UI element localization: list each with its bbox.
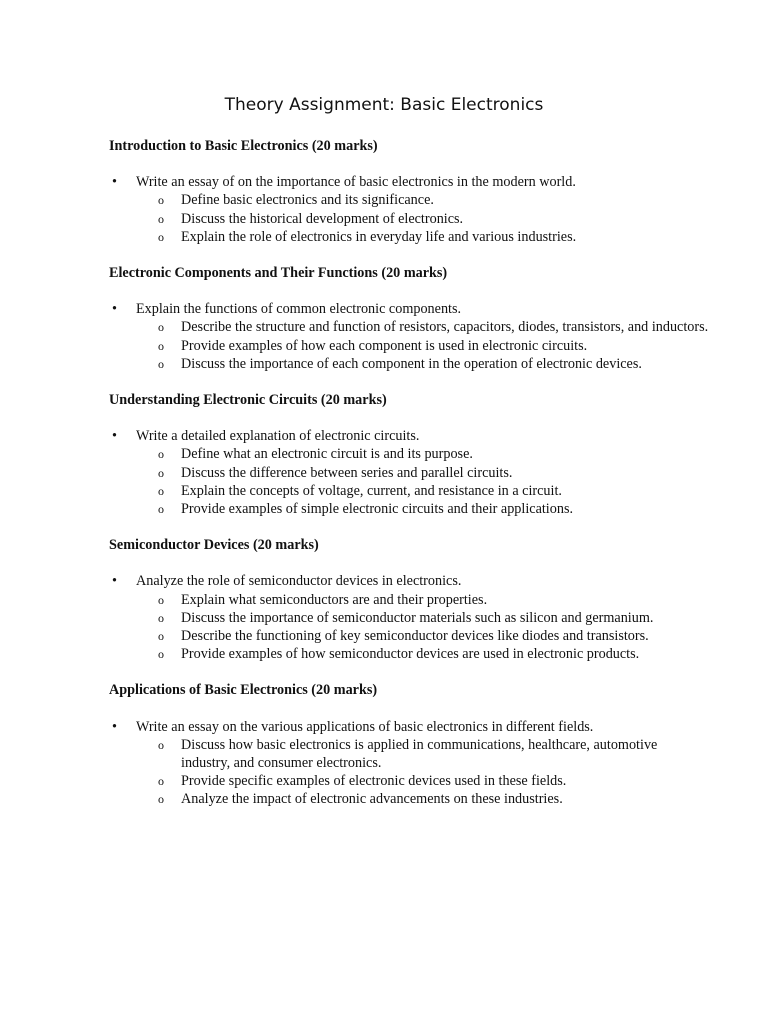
sub-bullet-text: Provide specific examples of electronic devices used in these fields. [181, 773, 567, 790]
bullet-item [109, 173, 709, 191]
sub-bullet-item [109, 337, 709, 355]
sub-bullet-item [109, 355, 709, 373]
bullet-icon: • [112, 174, 117, 191]
bullet-item [109, 718, 709, 736]
section-heading: Introduction to Basic Electronics (20 marks) [109, 138, 378, 154]
sub-bullet-text: Discuss the difference between series and parallel circuits. [181, 464, 513, 481]
circle-bullet-icon: o [158, 592, 164, 607]
circle-bullet-icon: o [158, 483, 164, 498]
assignment-section [109, 264, 709, 373]
sub-bullet-text: Discuss the importance of each component in the operation of electronic devices. [181, 355, 642, 372]
bullet-item [109, 300, 709, 318]
sub-bullet-text: Provide examples of how semiconductor devices are used in electronic products. [181, 646, 640, 663]
sub-bullet-list [109, 736, 709, 809]
bullet-text: Explain the functions of common electronic components. [136, 301, 462, 318]
sub-bullet-text: Describe the structure and function of resistors, capacitors, diodes, transistors, and inductors. [181, 319, 709, 336]
circle-bullet-icon: o [158, 465, 164, 480]
sub-bullet-text: Explain what semiconductors are and their properties. [181, 591, 488, 608]
sub-bullet-list [109, 445, 709, 518]
section-heading: Understanding Electronic Circuits (20 marks) [109, 392, 387, 408]
circle-bullet-icon: o [158, 737, 164, 752]
sub-bullet-text: Define basic electronics and its significance. [181, 192, 434, 209]
sub-bullet-item [109, 627, 709, 645]
circle-bullet-icon: o [158, 211, 164, 226]
sub-bullet-item [109, 464, 709, 482]
sub-bullet-list [109, 191, 709, 246]
sub-bullet-text: Define what an electronic circuit is and its purpose. [181, 446, 473, 463]
circle-bullet-icon: o [158, 356, 164, 371]
assignment-section [109, 137, 709, 246]
circle-bullet-icon: o [158, 229, 164, 244]
sub-bullet-text: Provide examples of simple electronic circuits and their applications. [181, 501, 574, 517]
sub-bullet-text: Discuss how basic electronics is applied in communications, healthcare, automotive industry, and consumer electronics. [181, 736, 658, 771]
assignment-section [109, 681, 709, 808]
sub-bullet-item [109, 318, 709, 336]
bullet-text: Write a detailed explanation of electronic circuits. [136, 428, 420, 445]
sub-bullet-item [109, 772, 709, 790]
section-heading: Semiconductor Devices (20 marks) [109, 537, 319, 554]
bullet-item [109, 572, 709, 590]
circle-bullet-icon: o [158, 647, 164, 662]
bullet-text: Write an essay of on the importance of basic electronics in the modern world. [136, 174, 576, 191]
section-heading: Electronic Components and Their Functions (20 marks) [109, 265, 448, 281]
sub-bullet-text: Analyze the impact of electronic advancements on these industries. [181, 791, 563, 808]
circle-bullet-icon: o [158, 774, 164, 789]
assignment-section [109, 391, 709, 518]
sub-bullet-text: Explain the role of electronics in everyday life and various industries. [181, 228, 577, 245]
sub-bullet-item [109, 210, 709, 228]
sub-bullet-item [109, 482, 709, 500]
sub-bullet-list [109, 591, 709, 664]
sub-bullet-text: Discuss the importance of semiconductor materials such as silicon and germanium. [181, 609, 654, 626]
sub-bullet-item [109, 445, 709, 463]
bullet-icon: • [112, 301, 117, 318]
document-body [109, 137, 709, 827]
circle-bullet-icon: o [158, 447, 164, 462]
sub-bullet-item [109, 500, 709, 518]
sub-bullet-item [109, 645, 709, 663]
bullet-icon: • [112, 573, 117, 590]
sub-bullet-item [109, 609, 709, 627]
sub-bullet-list [109, 318, 709, 373]
document-title: Theory Assignment: Basic Electronics [224, 95, 544, 115]
sub-bullet-text: Provide examples of how each component is used in electronic circuits. [181, 337, 588, 354]
bullet-item [109, 427, 709, 445]
circle-bullet-icon: o [158, 792, 164, 807]
circle-bullet-icon: o [158, 338, 164, 353]
circle-bullet-icon: o [158, 610, 164, 625]
sub-bullet-text: Discuss the historical development of electronics. [181, 210, 464, 227]
bullet-icon: • [112, 718, 117, 735]
sub-bullet-text: Describe the functioning of key semiconductor devices like diodes and transistors. [181, 628, 649, 644]
sub-bullet-item [109, 591, 709, 609]
sub-bullet-item [109, 228, 709, 246]
sub-bullet-item [109, 790, 709, 808]
bullet-text: Analyze the role of semiconductor devices in electronics. [136, 573, 462, 590]
circle-bullet-icon: o [158, 502, 164, 516]
assignment-section [109, 536, 709, 663]
sub-bullet-text: Explain the concepts of voltage, current, and resistance in a circuit. [181, 482, 562, 499]
sub-bullet-item [109, 736, 709, 772]
sub-bullet-item [109, 191, 709, 209]
circle-bullet-icon: o [158, 320, 164, 335]
circle-bullet-icon: o [158, 193, 164, 208]
bullet-icon: • [112, 428, 117, 445]
section-heading: Applications of Basic Electronics (20 marks) [109, 682, 378, 699]
circle-bullet-icon: o [158, 629, 164, 643]
bullet-text: Write an essay on the various applications of basic electronics in different fields. [136, 718, 594, 735]
